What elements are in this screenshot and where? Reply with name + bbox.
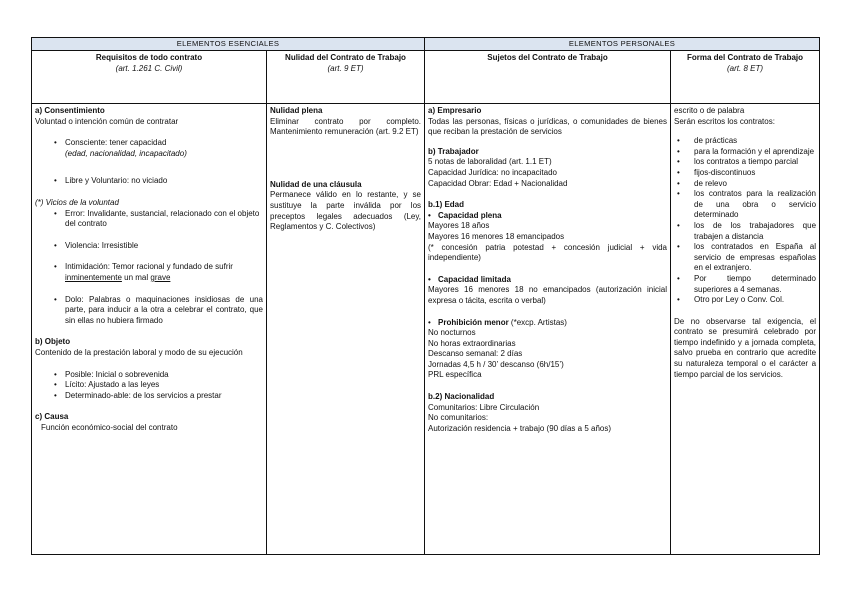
- list-item: • los contratados en España al servicio de empresas españolas en el extranjero.: [674, 242, 816, 274]
- consentimiento-title: a) Consentimiento: [35, 106, 105, 115]
- group-header-personales: ELEMENTOS PERSONALES: [425, 38, 820, 51]
- col-title: Forma del Contrato de Trabajo: [687, 53, 804, 62]
- list-item: • los de los trabajadores que trabajen a distancia: [674, 221, 816, 242]
- consentimiento-text: Voluntad o intención común de contratar: [35, 116, 179, 126]
- prohibicion-line: No nocturnos: [428, 328, 476, 338]
- edad-title: b.1) Edad: [428, 200, 465, 210]
- prohibicion-line: PRL específica: [428, 370, 482, 380]
- col-title: Requisitos de todo contrato: [95, 53, 203, 62]
- empresario-text: Todas las personas, físicas o jurídicas, o comunidades de bienes que reciban la prestación de servicios: [428, 116, 668, 137]
- causa-text: Función económico-social del contrato: [41, 422, 178, 432]
- list-item: • Dolo: Palabras o maquinaciones insidiosas de una parte, para inducir a la otra a celebrar el contrato, que sin ellas no hubiera firmado: [35, 295, 263, 327]
- capacidad-limitada-text: Mayores 16 menores 18 no emancipados (autorización inicial expresa o tácita, escrita o verbal): [428, 285, 668, 305]
- trabajador-line: 5 notas de laboralidad (art. 1.1 ET): [428, 157, 552, 167]
- list-item: • Violencia: Irresistible: [35, 241, 263, 252]
- list-item: [35, 138, 263, 159]
- trabajador-line: Capacidad Obrar: Edad + Nacionalidad: [428, 178, 568, 188]
- col-header-sujetos: [425, 51, 671, 104]
- consciente-sub: (edad, nacionalidad, incapacitado): [65, 148, 187, 158]
- objeto-title: b) Objeto: [35, 337, 71, 347]
- list-item: • Determinado-able: de los servicios a prestar: [35, 391, 263, 402]
- capacidad-plena-line: Mayores 18 años: [428, 221, 490, 231]
- prohibicion-note: (*excp. Artistas): [508, 317, 567, 327]
- causa-title: c) Causa: [35, 412, 69, 422]
- intimidacion-underline: grave: [150, 272, 171, 282]
- contratos-escritos-list: [674, 136, 816, 306]
- objeto-text: Contenido de la prestación laboral y modo de su ejecución: [35, 347, 243, 357]
- prohibicion-line: No horas extraordinarias: [428, 338, 516, 348]
- prohibicion-line: Descanso semanal: 2 días: [428, 349, 523, 359]
- prohibicion-title: [428, 318, 667, 329]
- list-item: • de relevo: [674, 179, 816, 190]
- empresario-title: a) Empresario: [428, 106, 482, 115]
- nulidad-clausula-text: Permanece válido en lo restante, y se sustituye la parte inválida por los preceptos legales adecuados (Ley, Reglamentos y C. Colectivos): [270, 190, 422, 232]
- list-item: [35, 262, 263, 283]
- col-subtitle: (art. 1.261 C. Civil): [115, 63, 183, 73]
- forma-cell: [671, 104, 820, 555]
- col-subtitle: (art. 9 ET): [327, 63, 364, 73]
- list-item: • Libre y Voluntario: no viciado: [35, 176, 263, 187]
- prohibicion-label: Prohibición menor: [438, 317, 509, 327]
- trabajador-title: b) Trabajador: [428, 146, 479, 156]
- intimidacion-text: Intimidación: Temor racional y fundado de sufrir: [65, 262, 233, 272]
- col-subtitle: (art. 8 ET): [727, 63, 764, 73]
- sujetos-cell: [425, 104, 671, 555]
- nulidad-plena-text: Eliminar contrato por completo. Mantenimiento remuneración (art. 9.2 ET): [270, 116, 422, 137]
- list-item: • los contratos para la realización de una obra o servicio determinado: [674, 189, 816, 221]
- prohibicion-line: Jornadas 4,5 h / 30’ descanso (6h/15’): [428, 359, 564, 369]
- col-header-requisitos: [32, 51, 267, 104]
- list-item: • Otro por Ley o Conv. Col.: [674, 295, 816, 306]
- col-header-nulidad: [267, 51, 425, 104]
- col-title: Sujetos del Contrato de Trabajo: [487, 53, 608, 62]
- forma-line: Serán escritos los contratos:: [674, 116, 775, 126]
- vicios-label: (*) Vicios de la voluntad: [35, 197, 119, 207]
- list-item: • para la formación y el aprendizaje: [674, 147, 816, 158]
- nulidad-plena-title: Nulidad plena: [270, 106, 323, 115]
- intimidacion-text: un mal: [121, 272, 151, 282]
- nulidad-clausula-title: Nulidad de una cláusula: [270, 179, 362, 189]
- capacidad-plena-line: Mayores 16 menores 18 emancipados: [428, 231, 565, 241]
- elements-table: [31, 37, 820, 555]
- list-item: • de prácticas: [674, 136, 816, 147]
- list-item: • fijos-discontinuos: [674, 168, 816, 179]
- list-item: • Posible: Inicial o sobrevenida: [35, 370, 263, 381]
- list-item: • Lícito: Ajustado a las leyes: [35, 380, 263, 391]
- col-header-forma: [671, 51, 820, 104]
- forma-line: escrito o de palabra: [674, 106, 745, 115]
- trabajador-line: Capacidad Jurídica: no incapacitado: [428, 167, 557, 177]
- consciente-text: Consciente: tener capacidad: [65, 138, 167, 148]
- nacionalidad-line: Autorización residencia + trabajo (90 días a 5 años): [428, 423, 612, 433]
- capacidad-limitada-title: • Capacidad limitada: [428, 275, 667, 286]
- nacionalidad-title: b.2) Nacionalidad: [428, 392, 495, 402]
- nacionalidad-line: No comunitarios:: [428, 413, 489, 423]
- nulidad-cell: [267, 104, 425, 555]
- capacidad-plena-line: (* concesión patria potestad + concesión judicial + vida independiente): [428, 242, 668, 263]
- group-header-esenciales: ELEMENTOS ESENCIALES: [32, 38, 425, 51]
- requisitos-cell: [32, 104, 267, 555]
- intimidacion-underline: inminentemente: [65, 272, 122, 282]
- list-item: • Error: Invalidante, sustancial, relacionado con el objeto del contrato: [35, 209, 263, 230]
- nacionalidad-line: Comunitarios: Libre Circulación: [428, 402, 540, 412]
- forma-closing: De no observarse tal exigencia, el contrato se presumirá celebrado por tiempo indefinido y a jornada completa, salvo prueba en contrario que acredite su naturaleza temporal o el carácter a tiempo parcial de los servicios.: [674, 316, 817, 379]
- capacidad-plena-title: • Capacidad plena: [428, 211, 667, 222]
- col-title: Nulidad del Contrato de Trabajo: [285, 53, 406, 62]
- list-item: • Por tiempo determinado superiores a 4 semanas.: [674, 274, 816, 295]
- list-item: • los contratos a tiempo parcial: [674, 157, 816, 168]
